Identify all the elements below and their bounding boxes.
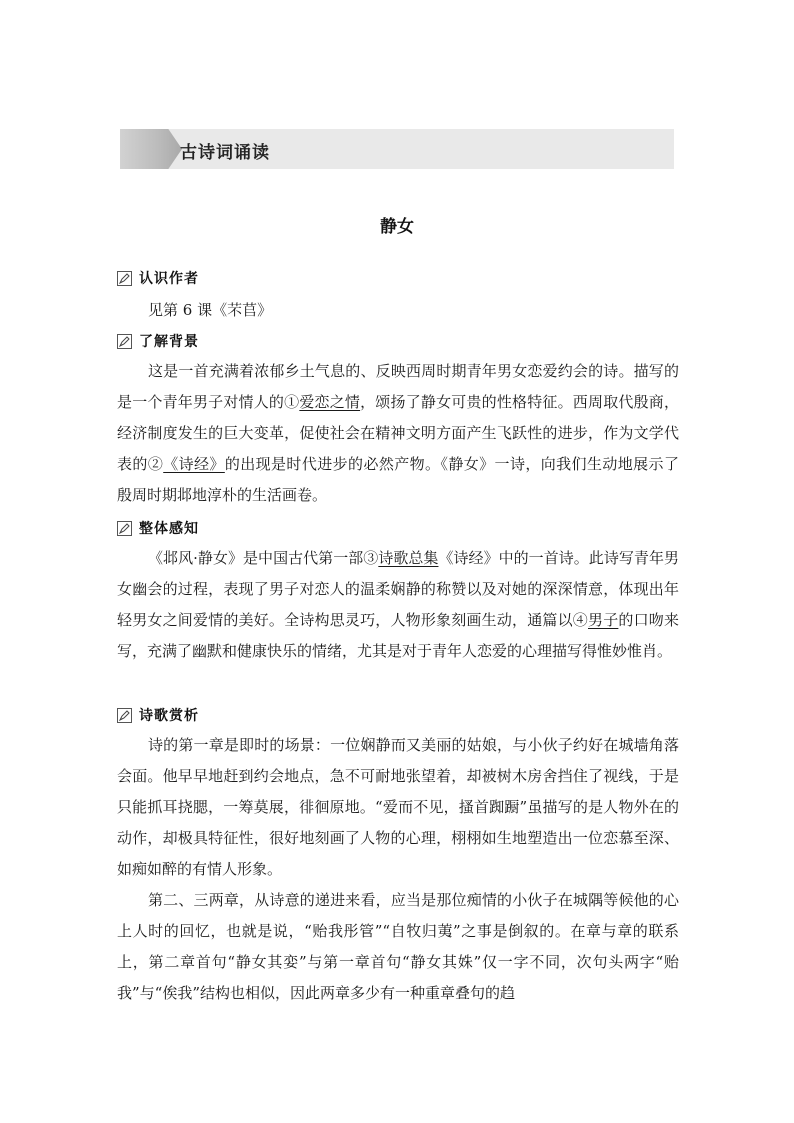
section-heading-author [117, 267, 199, 289]
background-paragraph: 这是一首充满着浓郁乡土气息的、反映西周时期青年男女恋爱约会的诗。描写的是一个青年男子对情人的①爱恋之情，颂扬了静女可贵的性格特征。西周取代殷商，经济制度发生的巨大变革，促使社会在精神文明方面产生飞跃性的进步，作为文学代表的②《诗经》的出现是时代进步的必然产物。《静女》一诗，向我们生动地展示了殷周时期邶地淳朴的生活画卷。 [117, 362, 679, 504]
section-heading-label: 诗歌赏析 [139, 708, 199, 724]
annotation-2: 《诗经》 [163, 455, 225, 473]
overall-paragraph: 《邶风·静女》是中国古代第一部③诗歌总集《诗经》中的一首诗。此诗写青年男女幽会的过程，表现了男子对恋人的温柔娴静的称赞以及对她的深深情意，体现出年轻男女之间爱情的美好。全诗构思灵巧，人物形象刻画生动，通篇以④男子的口吻来写，充满了幽默和健康快乐的情绪，尤其是对于青年人恋爱的心理描写得惟妙惟肖。 [117, 549, 679, 660]
section-heading-background [117, 330, 199, 352]
annotation-3: 诗歌总集 [378, 549, 439, 567]
appreciation-paragraph-2: 第二、三两章，从诗意的递进来看，应当是那位痴情的小伙子在城隅等候他的心上人时的回忆，也就是说，“贻我彤管”“自牧归荑”之事是倒叙的。在章与章的联系上，第二章首句“静女其娈”与第一章首句“静女其姝”仅一字不同，次句头两字“贻我”与“俟我”结构也相似，因此两章多少有一种重章叠句的趋 [117, 891, 679, 1002]
pen-icon [117, 271, 132, 286]
banner-title: 古诗词诵读 [180, 143, 270, 163]
section-heading-overall [117, 517, 199, 539]
section-heading-label: 认识作者 [139, 271, 199, 287]
annotation-4: 男子 [588, 611, 619, 629]
pen-icon [117, 708, 132, 723]
pen-icon [117, 521, 132, 536]
author-reference: 见第 6 课《芣苢》 [148, 301, 273, 319]
annotation-1: 爱恋之情 [299, 393, 361, 411]
section-heading-appreciation [117, 704, 199, 726]
banner-arrow-decoration [120, 129, 182, 169]
appreciation-paragraph-1: 诗的第一章是即时的场景：一位娴静而又美丽的姑娘，与小伙子约好在城墙角落会面。他早早地赶到约会地点，急不可耐地张望着，却被树木房舍挡住了视线，于是只能抓耳挠腮，一筹莫展，徘徊原地。“爱而不见，搔首踟蹰”虽描写的是人物外在的动作，却极具特征性，很好地刻画了人物的心理，栩栩如生地塑造出一位恋慕至深、如痴如醉的有情人形象。 [117, 736, 679, 878]
section-heading-label: 了解背景 [139, 334, 199, 350]
section-heading-label: 整体感知 [139, 521, 199, 537]
poem-title: 静女 [380, 217, 414, 237]
section-banner [120, 129, 674, 169]
pen-icon [117, 334, 132, 349]
